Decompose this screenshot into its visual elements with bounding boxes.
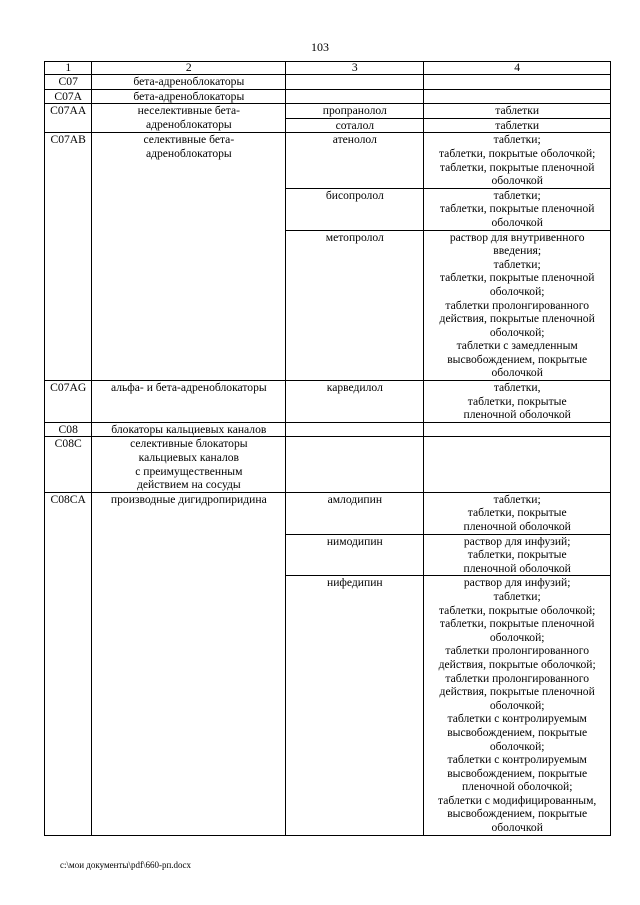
dosage-form-cell-line: таблетки; xyxy=(493,589,541,603)
drug-name-cell: карведилол xyxy=(286,381,424,423)
drug-name-cell xyxy=(286,437,424,492)
dosage-form-cell-line: введения; xyxy=(493,244,542,258)
table-row xyxy=(45,89,611,104)
dosage-form-cell-line: действия, покрытые оболочкой; xyxy=(438,657,596,671)
group-cell xyxy=(92,75,286,90)
drug-name-cell: метопролол xyxy=(286,230,424,381)
drug-name-cell: нифедипин xyxy=(286,576,424,835)
drug-name-cell: амлодипин xyxy=(286,492,424,534)
group-cell-line: селективные блокаторы xyxy=(130,437,248,451)
atc-code-cell: C07AG xyxy=(45,381,92,423)
dosage-form-cell-line: таблетки, покрытые xyxy=(467,506,567,520)
drug-name-cell xyxy=(286,89,424,104)
dosage-form-cell-line: таблетки xyxy=(495,104,540,118)
dosage-form-cell xyxy=(424,381,611,423)
dosage-form-cell-line: оболочкой xyxy=(491,821,543,835)
dosage-form-cell-line: оболочкой; xyxy=(489,325,545,339)
header-row xyxy=(45,62,611,75)
dosage-form-cell-line: пленочной оболочкой xyxy=(463,520,571,533)
dosage-form-cell-line: таблетки; xyxy=(493,133,541,147)
dosage-form-cell-line: таблетки, покрытые пленочной xyxy=(439,617,595,631)
group-cell xyxy=(92,133,286,381)
table-row xyxy=(45,422,611,437)
table-row xyxy=(45,75,611,90)
drug-name-cell: атенолол xyxy=(286,133,424,188)
table-row xyxy=(45,133,611,188)
dosage-form-cell-line: таблетки пролонгированного xyxy=(445,298,589,312)
drug-name-cell xyxy=(286,75,424,90)
group-cell-line: альфа- и бета-адреноблокаторы xyxy=(110,381,267,395)
dosage-form-cell-line: высвобождением, покрытые xyxy=(447,352,588,366)
dosage-form-cell-line: раствор для инфузий; xyxy=(463,576,571,590)
header-cell: 2 xyxy=(92,62,286,75)
dosage-form-cell-line: таблетки; xyxy=(493,188,541,202)
dosage-form-cell-line: таблетки, покрытые пленочной xyxy=(439,271,595,285)
dosage-form-cell-line: оболочкой; xyxy=(489,739,545,753)
dosage-form-cell-line: оболочкой; xyxy=(489,284,545,298)
dosage-form-cell xyxy=(424,133,611,188)
atc-code-cell: C08C xyxy=(45,437,92,492)
dosage-form-cell-line: таблетки, покрытые оболочкой; xyxy=(438,146,596,160)
drug-name-cell xyxy=(286,422,424,437)
table-row xyxy=(45,492,611,534)
dosage-form-cell-line: таблетки, покрытые xyxy=(467,548,567,562)
dosage-form-cell-line: таблетки; xyxy=(493,492,541,506)
dosage-form-cell-line: таблетки xyxy=(495,118,540,132)
group-cell xyxy=(92,437,286,492)
dosage-form-cell-line: оболочкой; xyxy=(489,630,545,644)
drug-name-cell: бисопролол xyxy=(286,188,424,230)
group-cell xyxy=(92,492,286,835)
dosage-form-cell-line: таблетки пролонгированного xyxy=(445,671,589,685)
dosage-form-cell-line: пленочной оболочкой xyxy=(463,561,571,575)
dosage-form-cell xyxy=(424,492,611,534)
group-cell-line: бета-адреноблокаторы xyxy=(133,75,245,88)
dosage-form-cell-line: таблетки; xyxy=(493,257,541,271)
group-cell-line: адреноблокаторы xyxy=(145,117,232,131)
drug-name-cell: пропранолол xyxy=(286,104,424,119)
dosage-form-cell-line: таблетки с контролируемым xyxy=(447,712,587,726)
dosage-form-cell-line: пленочной оболочкой; xyxy=(461,780,573,794)
dosage-form-cell-line: раствор для инфузий; xyxy=(463,534,571,548)
header-cell: 3 xyxy=(286,62,424,75)
group-cell xyxy=(92,381,286,423)
footer-file-path: c:\мои документы\pdf\660-рп.docx xyxy=(60,860,192,870)
group-cell-line: действием на сосуды xyxy=(136,478,241,492)
drug-table xyxy=(44,61,611,836)
group-cell-line: блокаторы кальциевых каналов xyxy=(111,422,267,436)
group-cell-line: неселективные бета- xyxy=(137,104,241,118)
dosage-form-cell xyxy=(424,89,611,104)
dosage-form-cell xyxy=(424,188,611,230)
dosage-form-cell-line: оболочкой; xyxy=(489,698,545,712)
dosage-form-cell-line: таблетки, покрытые пленочной xyxy=(439,160,595,174)
drug-name-cell: нимодипин xyxy=(286,534,424,576)
group-cell xyxy=(92,104,286,133)
dosage-form-cell-line: оболочкой xyxy=(491,366,543,380)
dosage-form-cell-line: таблетки с замедленным xyxy=(456,339,578,353)
atc-code-cell: C07A xyxy=(45,89,92,104)
drug-name-cell: соталол xyxy=(286,118,424,133)
dosage-form-cell xyxy=(424,230,611,381)
dosage-form-cell-line: таблетки, покрытые оболочкой; xyxy=(438,603,596,617)
dosage-form-cell-line: действия, покрытые пленочной xyxy=(439,685,595,699)
group-cell-line: бета-адреноблокаторы xyxy=(133,89,245,103)
atc-code-cell: C07 xyxy=(45,75,92,90)
dosage-form-cell-line: действия, покрытые пленочной xyxy=(439,312,595,326)
atc-code-cell: C08CA xyxy=(45,492,92,835)
group-cell xyxy=(92,422,286,437)
dosage-form-cell xyxy=(424,534,611,576)
header-cell: 4 xyxy=(424,62,611,75)
dosage-form-cell xyxy=(424,104,611,119)
dosage-form-cell-line: таблетки с контролируемым xyxy=(447,753,587,767)
dosage-form-cell-line: таблетки с модифицированным, xyxy=(438,793,597,807)
dosage-form-cell-line: высвобождением, покрытые xyxy=(447,725,588,739)
group-cell xyxy=(92,89,286,104)
dosage-form-cell-line: таблетки, покрытые пленочной xyxy=(439,202,595,216)
dosage-form-cell-line: оболочкой xyxy=(491,215,543,229)
group-cell-line: адреноблокаторы xyxy=(145,146,232,160)
group-cell-line: кальциевых каналов xyxy=(138,451,240,465)
dosage-form-cell xyxy=(424,437,611,492)
dosage-form-cell-line: таблетки, покрытые xyxy=(467,394,567,408)
dosage-form-cell-line: таблетки пролонгированного xyxy=(445,644,589,658)
table-row xyxy=(45,437,611,492)
atc-code-cell: C07AB xyxy=(45,133,92,381)
dosage-form-cell xyxy=(424,118,611,133)
group-cell-line: селективные бета- xyxy=(143,133,235,147)
group-cell-line: производные дигидропиридина xyxy=(110,492,267,506)
dosage-form-cell-line: таблетки, xyxy=(493,381,541,395)
table-row xyxy=(45,381,611,423)
table-row xyxy=(45,104,611,119)
dosage-form-cell-line: высвобождением, покрытые xyxy=(447,766,588,780)
dosage-form-cell-line: раствор для внутривенного xyxy=(449,230,585,244)
group-cell-line: с преимущественным xyxy=(135,464,243,478)
atc-code-cell: C08 xyxy=(45,422,92,437)
header-cell: 1 xyxy=(45,62,92,75)
dosage-form-cell xyxy=(424,75,611,90)
dosage-form-cell-line: пленочной оболочкой xyxy=(463,408,571,422)
dosage-form-cell xyxy=(424,422,611,437)
dosage-form-cell xyxy=(424,576,611,835)
dosage-form-cell-line: высвобождением, покрытые xyxy=(447,807,588,821)
page-number: 103 xyxy=(311,40,329,54)
atc-code-cell: C07AA xyxy=(45,104,92,133)
dosage-form-cell-line: оболочкой xyxy=(491,174,543,188)
